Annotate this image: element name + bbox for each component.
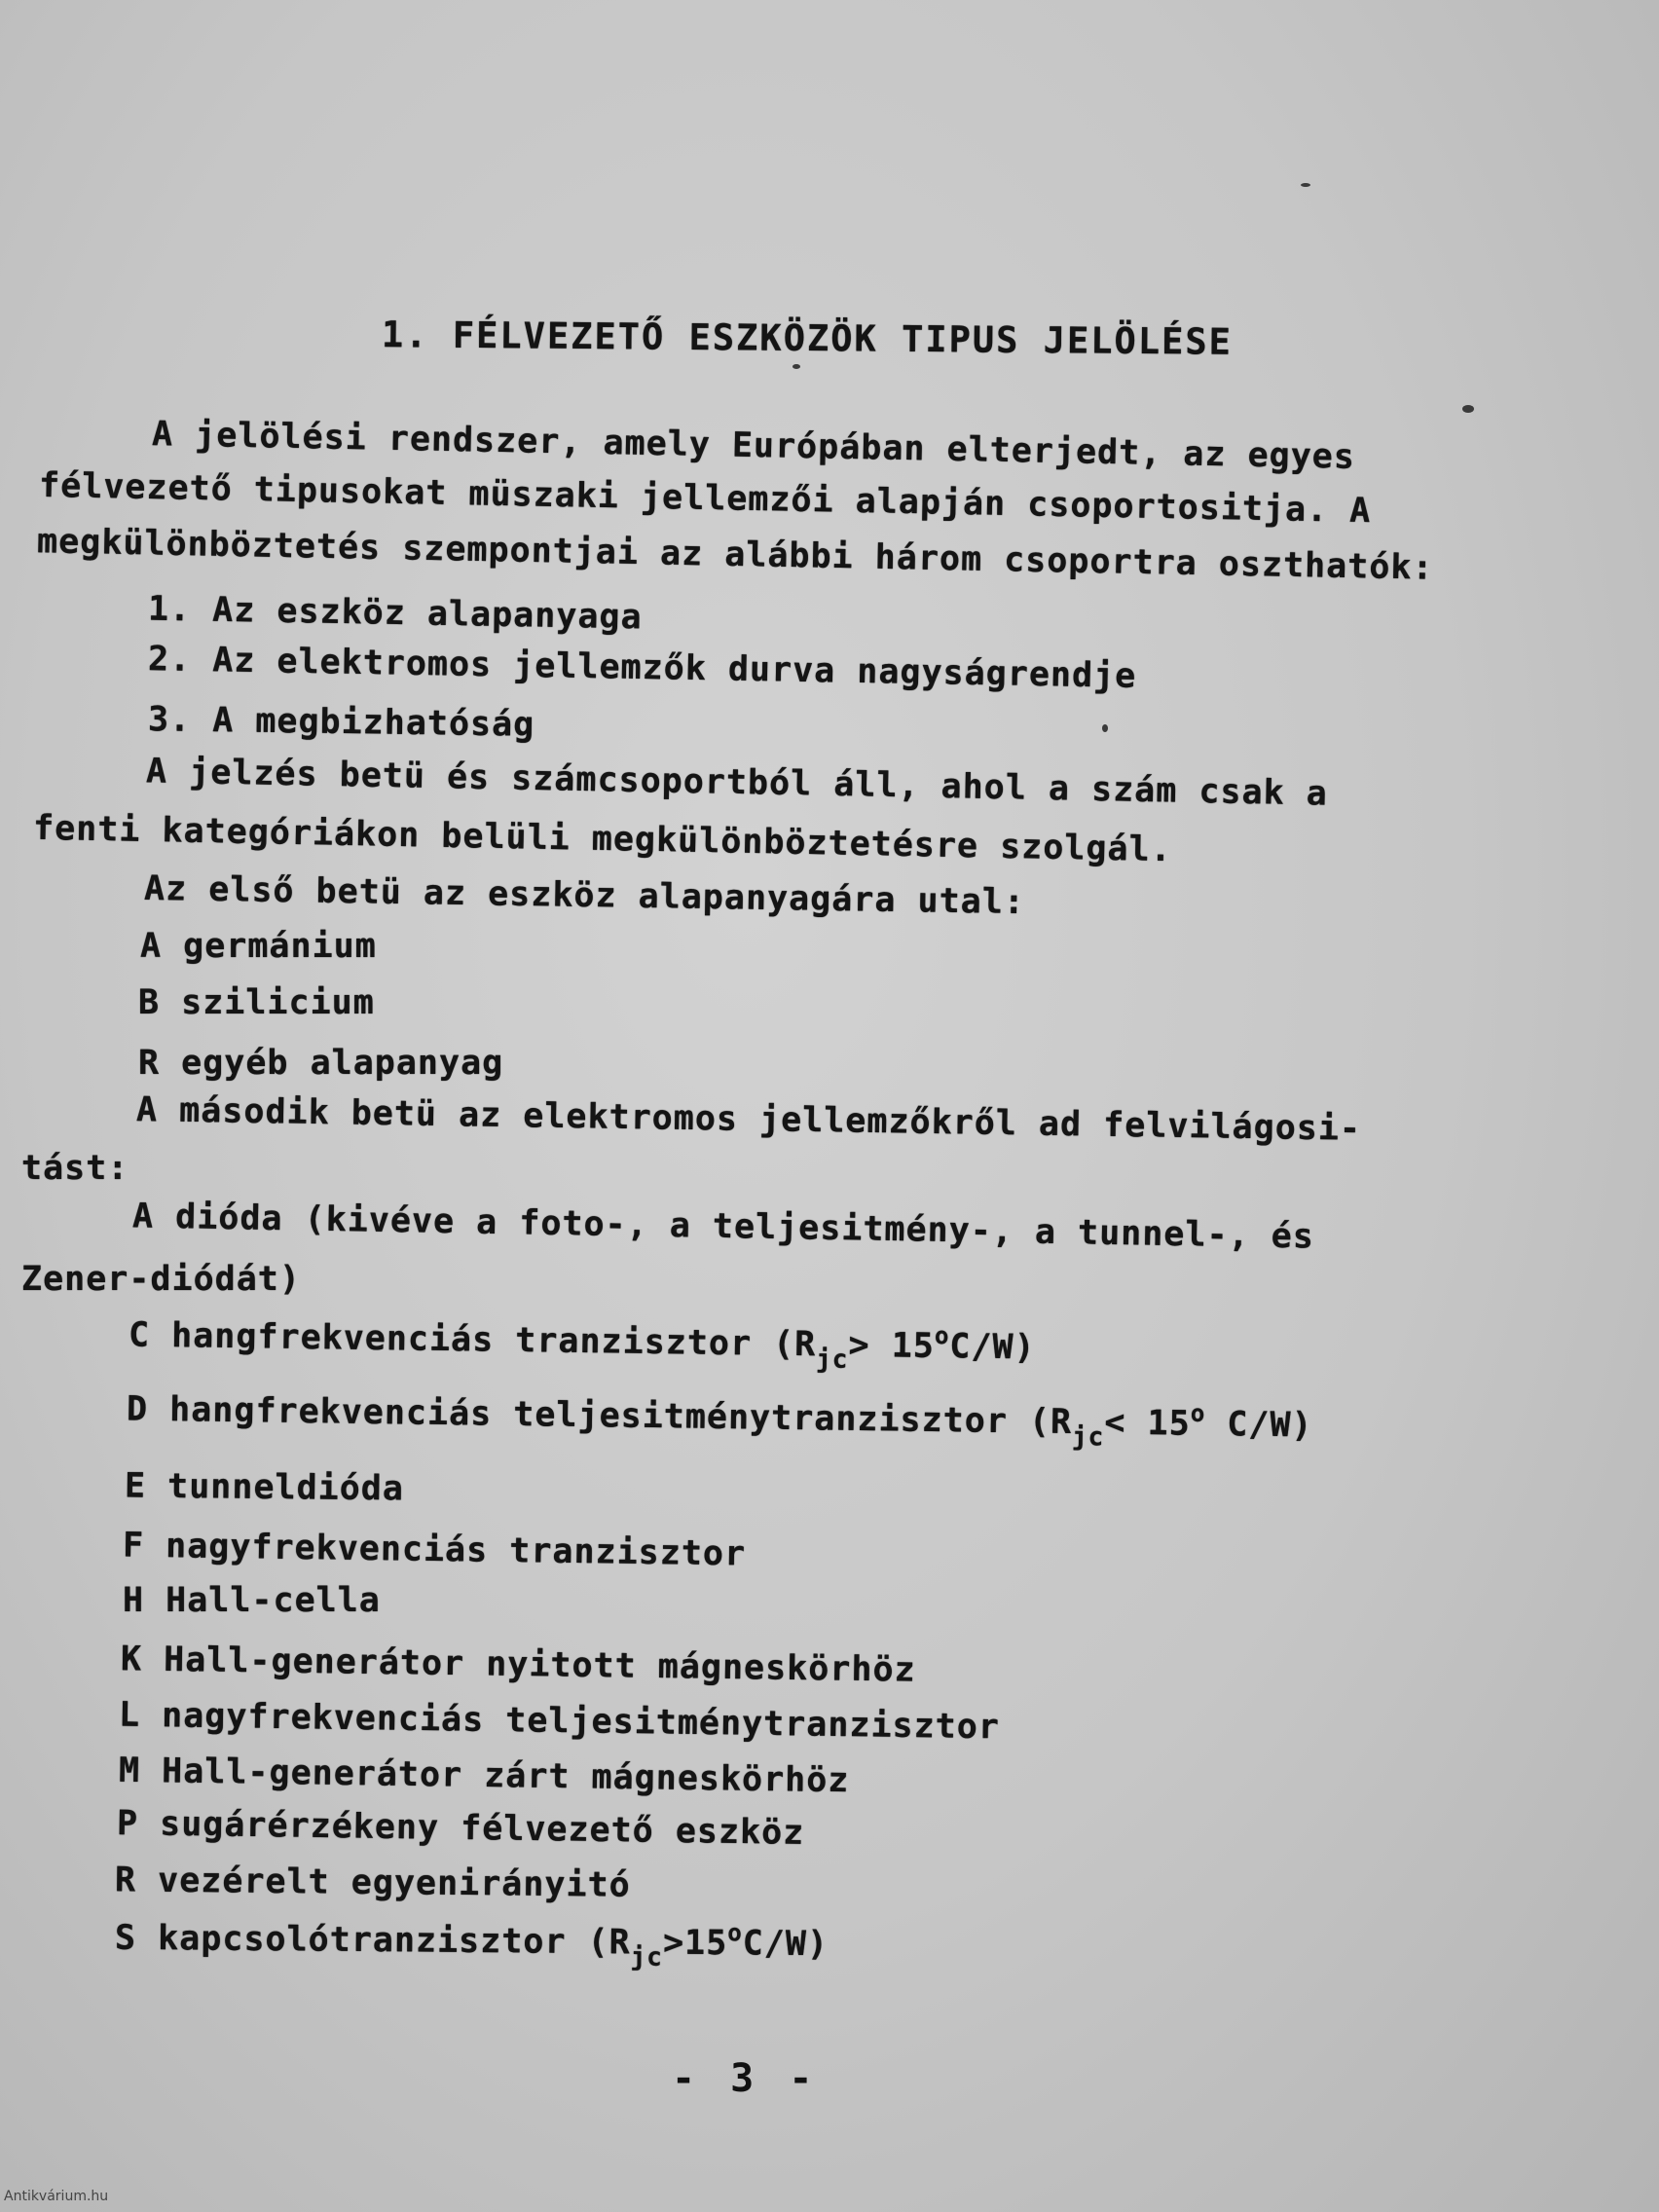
diode-line: A dióda (kivéve a foto-, a teljesitmény-, a tunnel-, és [131, 1197, 1315, 1257]
type-item: P sugárérzékeny félvezető eszköz [116, 1804, 805, 1853]
item-value: > 15 [848, 1325, 936, 1367]
item-text: D hangfrekvenciás teljesitménytranzisztor (R [126, 1389, 1073, 1443]
type-item: F nagyfrekvenciás tranzisztor [122, 1526, 747, 1574]
paragraph-line: A jelzés betü és számcsoportból áll, ahol a szám csak a [145, 752, 1329, 814]
criteria-item: 3. A megbizhatóság [147, 700, 535, 745]
item-text: S kapcsolótranzisztor (R [114, 1918, 631, 1963]
type-item: R vezérelt egyenirányitó [114, 1861, 631, 1905]
type-item: L nagyfrekvenciás teljesitménytranzisztor [118, 1695, 1001, 1748]
ink-speck [1102, 724, 1108, 732]
degree-sign: o [934, 1322, 950, 1350]
paragraph-line: fenti kategóriákon belüli megkülönböztetésre szolgál. [32, 808, 1173, 870]
intro-line: A jelölési rendszer, amely Európában elterjedt, az egyes [151, 415, 1356, 477]
criteria-item: 1. Az eszköz alapanyaga [147, 589, 643, 638]
type-item: E tunneldióda [124, 1466, 405, 1509]
page-number: - 3 - [672, 2056, 819, 2101]
second-letter-line: tást: [21, 1149, 129, 1188]
type-item-s [114, 1918, 830, 1972]
type-item: H Hall-cella [123, 1581, 381, 1620]
item-unit: C/W) [742, 1924, 830, 1965]
subscript: jc [630, 1942, 664, 1972]
degree-sign: o [1190, 1399, 1206, 1427]
intro-line: félvezető tipusokat müszaki jellemzői alapján csoportositja. A [38, 465, 1372, 532]
degree-sign: o [727, 1919, 743, 1947]
diode-line: Zener-diódát) [21, 1260, 301, 1299]
type-item: M Hall-generátor zárt mágneskörhöz [118, 1751, 850, 1801]
material-item: R egyéb alapanyag [138, 1044, 504, 1083]
item-value: >15 [662, 1923, 728, 1964]
intro-line: megkülönböztetés szempontjai az alábbi három csoportra oszthatók: [36, 522, 1434, 588]
subscript: jc [1071, 1422, 1105, 1453]
criteria-item: 2. Az elektromos jellemzők durva nagyságrendje [147, 640, 1137, 696]
ink-speck [1462, 405, 1474, 413]
ink-speck [1301, 183, 1310, 187]
subscript: jc [815, 1345, 849, 1375]
item-text: C hangfrekvenciás tranzisztor (R [128, 1315, 817, 1365]
item-value: < 15 [1104, 1403, 1192, 1444]
watermark: Antikvárium.hu [4, 2189, 109, 2204]
item-unit: C/W) [949, 1327, 1036, 1368]
type-item-c [128, 1315, 1036, 1375]
second-letter-line: A második betü az elektromos jellemzőkről ad felvilágosi- [135, 1090, 1362, 1149]
material-item: B szilicium [138, 983, 375, 1022]
first-letter-intro: Az első betü az eszköz alapanyagára utal: [143, 868, 1026, 923]
item-unit: C/W) [1204, 1404, 1313, 1446]
type-item-d [126, 1389, 1313, 1453]
ink-speck [793, 364, 800, 369]
page-title: 1. FÉLVEZETŐ ESZKÖZÖK TIPUS JELÖLÉSE [381, 313, 1234, 363]
type-item: K Hall-generátor nyitott mágneskörhöz [120, 1640, 916, 1690]
material-item: A germánium [140, 927, 377, 966]
